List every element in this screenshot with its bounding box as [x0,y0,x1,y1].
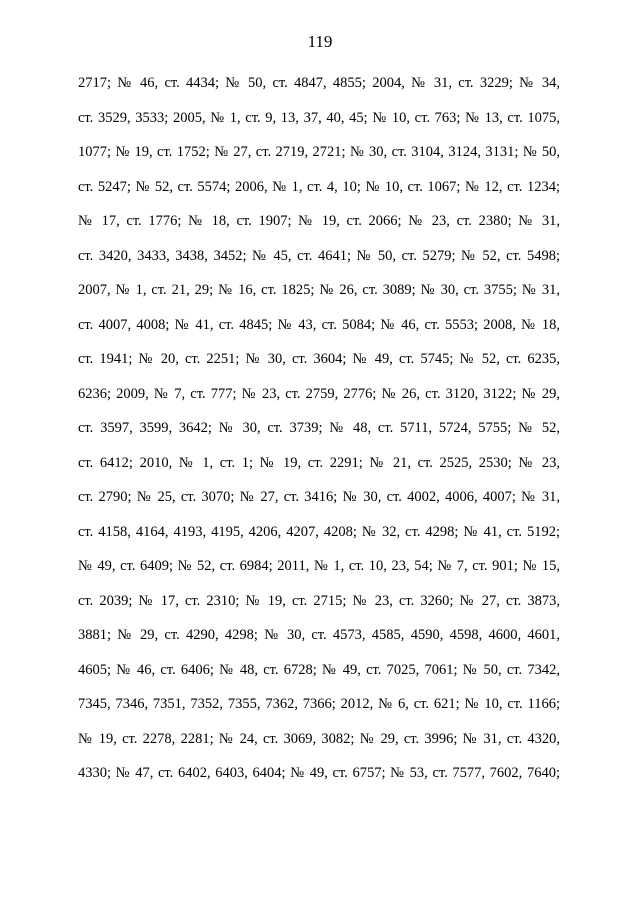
text-line: 4605; № 46, ст. 6406; № 48, ст. 6728; № 49, ст. 7025, 7061; № 50, ст. 7342, [78,661,560,678]
text-line: ст. 4007, 4008; № 41, ст. 4845; № 43, ст. 5084; № 46, ст. 5553; 2008, № 18, [78,316,560,333]
text-line: ст. 3420, 3433, 3438, 3452; № 45, ст. 4641; № 50, ст. 5279; № 52, ст. 5498; [78,247,560,264]
text-line: 7345, 7346, 7351, 7352, 7355, 7362, 7366; 2012, № 6, ст. 621; № 10, ст. 1166; [78,696,560,712]
text-line: 4330; № 47, ст. 6402, 6403, 6404; № 49, ст. 6757; № 53, ст. 7577, 7602, 7640; [78,765,560,781]
text-line: 1077; № 19, ст. 1752; № 27, ст. 2719, 2721; № 30, ст. 3104, 3124, 3131; № 50, [78,144,560,160]
text-line: ст. 1941; № 20, ст. 2251; № 30, ст. 3604; № 49, ст. 5745; № 52, ст. 6235, [78,351,560,367]
text-line: ст. 3597, 3599, 3642; № 30, ст. 3739; № 48, ст. 5711, 5724, 5755; № 52, [78,420,560,436]
text-line: 2717; № 46, ст. 4434; № 50, ст. 4847, 4855; 2004, № 31, ст. 3229; № 34, [78,75,560,91]
text-line: ст. 6412; 2010, № 1, ст. 1; № 19, ст. 2291; № 21, ст. 2525, 2530; № 23, [78,454,560,471]
text-line: ст. 2790; № 25, ст. 3070; № 27, ст. 3416; № 30, ст. 4002, 4006, 4007; № 31, [78,489,560,505]
page-number: 119 [307,32,333,51]
text-line: ст. 5247; № 52, ст. 5574; 2006, № 1, ст. 4, 10; № 10, ст. 1067; № 12, ст. 1234; [78,178,560,195]
text-line: ст. 2039; № 17, ст. 2310; № 19, ст. 2715; № 23, ст. 3260; № 27, ст. 3873, [78,592,560,609]
text-line: 2007, № 1, ст. 21, 29; № 16, ст. 1825; № 26, ст. 3089; № 30, ст. 3755; № 31, [78,282,560,298]
text-line: № 17, ст. 1776; № 18, ст. 1907; № 19, ст. 2066; № 23, ст. 2380; № 31, [78,213,560,229]
text-line: № 19, ст. 2278, 2281; № 24, ст. 3069, 3082; № 29, ст. 3996; № 31, ст. 4320, [78,730,560,747]
text-line: ст. 3529, 3533; 2005, № 1, ст. 9, 13, 37, 40, 45; № 10, ст. 763; № 13, ст. 1075, [78,109,560,126]
text-line: 3881; № 29, ст. 4290, 4298; № 30, ст. 4573, 4585, 4590, 4598, 4600, 4601, [78,627,560,643]
text-line: № 49, ст. 6409; № 52, ст. 6984; 2011, № 1, ст. 10, 23, 54; № 7, ст. 901; № 15, [78,558,560,574]
citation-paragraph [78,66,560,791]
text-line: ст. 4158, 4164, 4193, 4195, 4206, 4207, 4208; № 32, ст. 4298; № 41, ст. 5192; [78,523,560,540]
text-line: 6236; 2009, № 7, ст. 777; № 23, ст. 2759, 2776; № 26, ст. 3120, 3122; № 29, [78,385,560,402]
